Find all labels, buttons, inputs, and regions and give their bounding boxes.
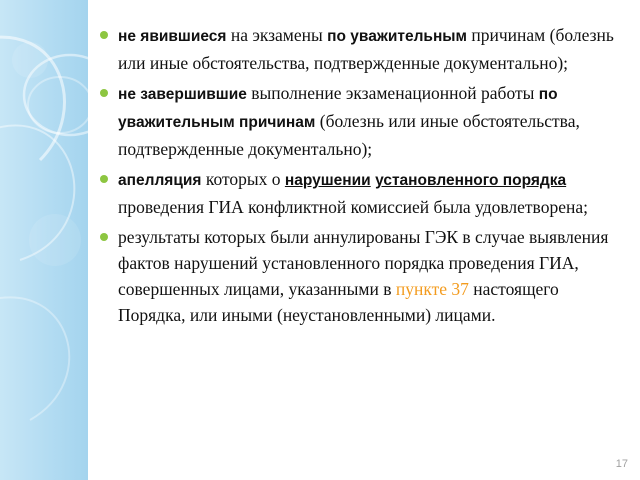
bullet-dot-icon [100,233,108,241]
bullet-list [98,22,628,332]
underlined-bold-text: нарушении [284,172,371,189]
text: причинам (болезнь или иные обстоятельства, подтвержденные документально); [118,25,614,73]
decorative-swirl-graphic [0,0,88,480]
bold-text: не завершившие [118,86,247,103]
bullet-dot-icon [100,175,108,183]
list-item [98,224,628,328]
text: выполнение экзаменационной работы [246,83,539,103]
bold-text: по уважительным причинам [118,86,558,131]
text: проведения ГИА конфликтной комиссией была удовлетворена; [118,197,588,217]
text: на экзамены [226,25,328,45]
bold-text: апелляция [118,172,202,189]
bold-text: не явившиеся [118,28,227,45]
list-item [98,166,628,220]
bullet-dot-icon [100,89,108,97]
decorative-side-band [0,0,88,480]
bullet-dot-icon [100,31,108,39]
slide-content [88,0,640,480]
reference-link[interactable]: пункте 37 [395,279,469,299]
text: настоящего Порядка, или иными (неустановленными) лицами. [118,279,559,325]
text: результаты которых были аннулированы ГЭК в случае выявления фактов нарушений установленного порядка проведения ГИА, совершенных лицами, указанными в [118,227,609,299]
text: (болезнь или иные обстоятельства, подтвержденные документально); [118,111,580,159]
slide-number: 17 [615,458,628,470]
list-item [98,80,628,162]
text: которых о [201,169,285,189]
bold-text: по уважительным [327,28,468,45]
underlined-bold-text: установленного порядка [375,172,567,189]
list-item [98,22,628,76]
